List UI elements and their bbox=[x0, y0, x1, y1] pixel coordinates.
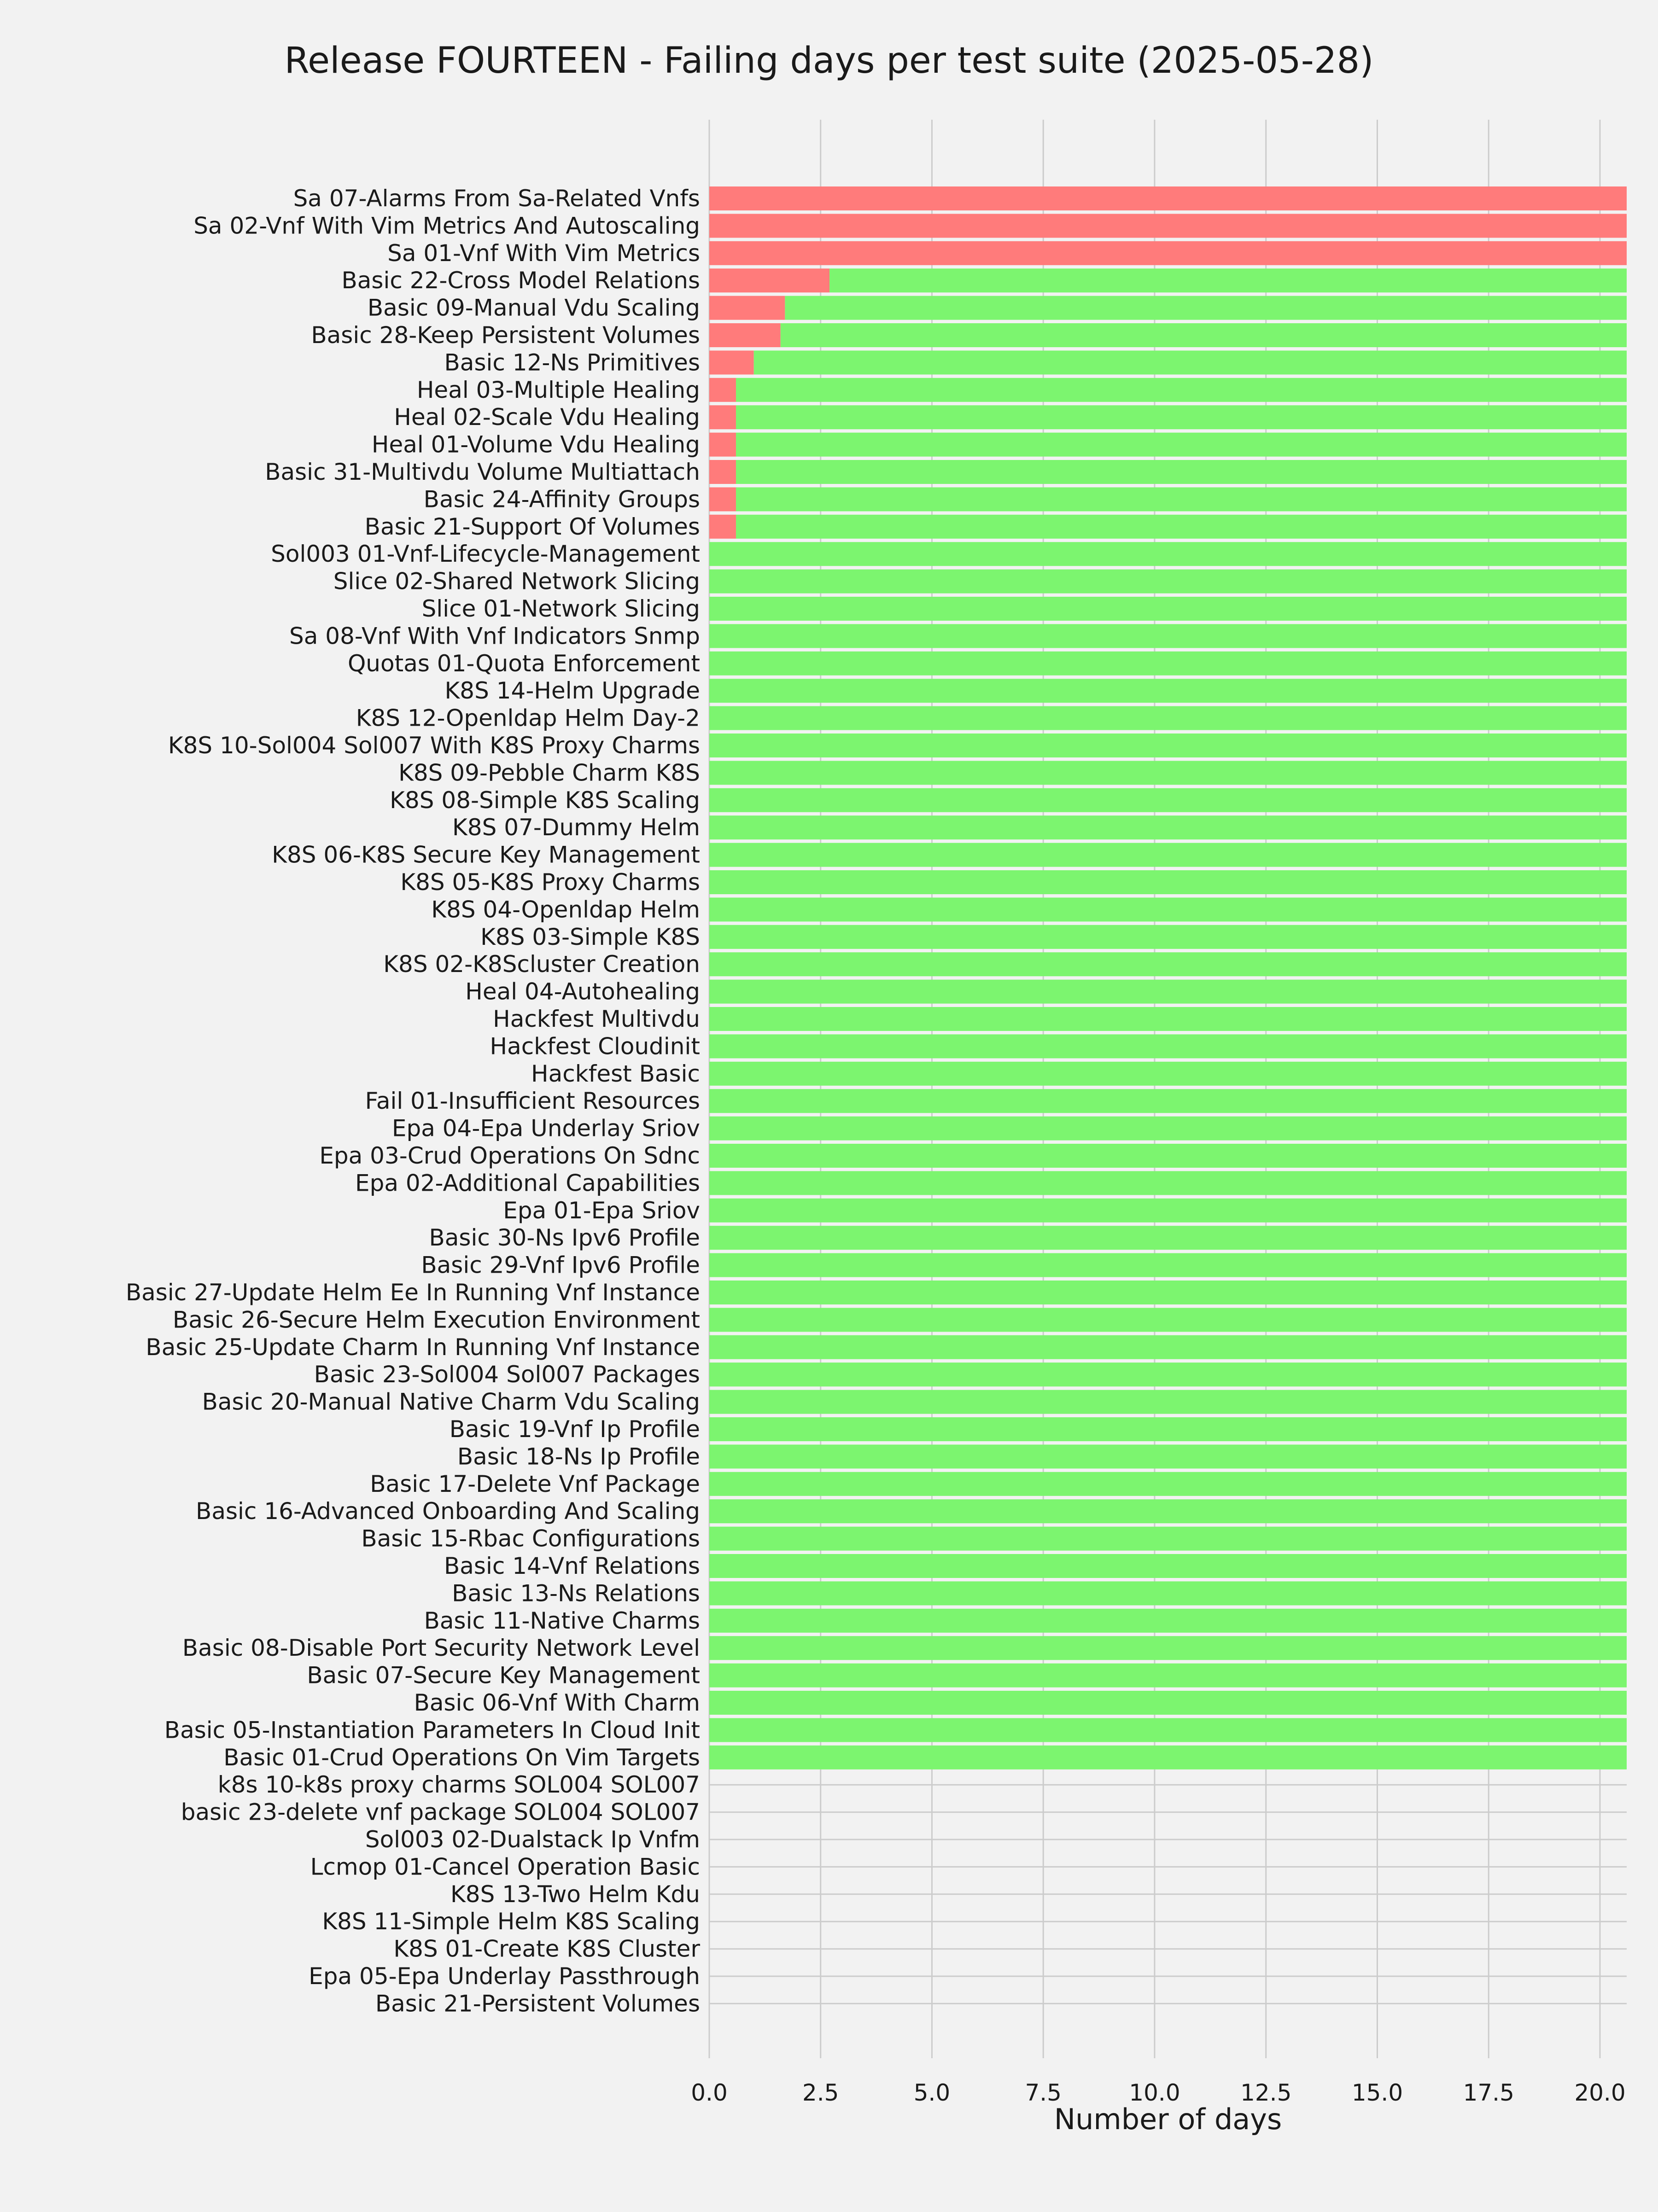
bar-pass bbox=[736, 515, 1627, 539]
y-tick-label: K8S 13-Two Helm Kdu bbox=[450, 1880, 700, 1908]
bar-pass bbox=[709, 870, 1627, 894]
x-tick-label: 15.0 bbox=[1351, 2079, 1403, 2106]
x-axis-label: Number of days bbox=[1054, 2102, 1282, 2136]
y-tick-label: K8S 01-Create K8S Cluster bbox=[393, 1935, 700, 1962]
bar-pass bbox=[709, 1281, 1627, 1304]
y-tick-label: Basic 06-Vnf With Charm bbox=[414, 1689, 700, 1716]
bar-pass bbox=[709, 624, 1627, 648]
bar-fail bbox=[709, 378, 736, 402]
bar-fail bbox=[709, 186, 1627, 210]
y-tick-label: Lcmop 01-Cancel Operation Basic bbox=[310, 1853, 700, 1880]
y-tick-label: Epa 05-Epa Underlay Passthrough bbox=[309, 1963, 700, 1990]
y-tick-label: Epa 01-Epa Sriov bbox=[503, 1197, 700, 1224]
bar-pass bbox=[709, 1664, 1627, 1688]
y-tick-label: Basic 25-Update Charm In Running Vnf Instance bbox=[146, 1333, 700, 1361]
y-tick-label: Basic 21-Support Of Volumes bbox=[364, 513, 700, 540]
bar-pass bbox=[709, 1117, 1627, 1141]
y-tick-label: Sol003 01-Vnf-Lifecycle-Management bbox=[271, 541, 700, 568]
bar-pass bbox=[709, 570, 1627, 594]
y-tick-label: Sa 08-Vnf With Vnf Indicators Snmp bbox=[289, 623, 700, 650]
bar-fail bbox=[709, 405, 736, 429]
x-tick-label: 17.5 bbox=[1463, 2079, 1514, 2106]
y-tick-label: Basic 11-Native Charms bbox=[424, 1607, 700, 1634]
y-tick-label: Epa 04-Epa Underlay Sriov bbox=[391, 1115, 700, 1142]
bar-pass bbox=[709, 1609, 1627, 1633]
y-tick-label: Heal 04-Autohealing bbox=[465, 978, 700, 1005]
bar-fail bbox=[709, 515, 736, 539]
bar-fail bbox=[709, 268, 829, 292]
y-tick-label: Basic 14-Vnf Relations bbox=[444, 1553, 700, 1579]
y-tick-label: Heal 01-Volume Vdu Healing bbox=[371, 431, 700, 458]
y-tick-label: Basic 18-Ns Ip Profile bbox=[457, 1443, 700, 1470]
bar-pass bbox=[736, 487, 1627, 511]
bar-pass bbox=[709, 733, 1627, 757]
bar-pass bbox=[709, 1062, 1627, 1086]
y-tick-label: Hackfest Cloudinit bbox=[490, 1033, 700, 1060]
y-tick-label: Hackfest Multivdu bbox=[493, 1006, 700, 1032]
bar-pass bbox=[709, 1691, 1627, 1715]
y-tick-label: Sa 07-Alarms From Sa-Related Vnfs bbox=[293, 185, 700, 212]
bar-pass bbox=[709, 1199, 1627, 1222]
y-tick-label: Basic 22-Cross Model Relations bbox=[341, 267, 700, 294]
bar-pass bbox=[709, 1253, 1627, 1277]
x-tick-label: 7.5 bbox=[1025, 2079, 1062, 2106]
bar-pass bbox=[709, 1144, 1627, 1168]
bar-pass bbox=[709, 679, 1627, 703]
y-tick-label: K8S 06-K8S Secure Key Management bbox=[272, 841, 700, 868]
y-tick-label: K8S 03-Simple K8S bbox=[480, 923, 700, 950]
y-tick-label: Slice 01-Network Slicing bbox=[421, 595, 700, 622]
bar-pass bbox=[709, 1472, 1627, 1496]
y-tick-label: Heal 03-Multiple Healing bbox=[416, 376, 700, 403]
y-tick-label: k8s 10-k8s proxy charms SOL004 SOL007 bbox=[217, 1771, 700, 1799]
bar-pass bbox=[709, 1362, 1627, 1386]
bar-pass bbox=[736, 460, 1627, 484]
y-tick-label: Basic 12-Ns Primitives bbox=[444, 349, 700, 376]
bar-fail bbox=[709, 296, 785, 320]
bar-pass bbox=[709, 1417, 1627, 1441]
y-tick-label: basic 23-delete vnf package SOL004 SOL007 bbox=[181, 1799, 700, 1826]
y-tick-label: K8S 05-K8S Proxy Charms bbox=[400, 869, 700, 896]
y-tick-label: Basic 09-Manual Vdu Scaling bbox=[367, 294, 700, 321]
y-tick-label: Hackfest Basic bbox=[531, 1060, 700, 1087]
y-tick-label: Epa 02-Additional Capabilities bbox=[355, 1170, 700, 1197]
bar-pass bbox=[709, 1335, 1627, 1359]
bar-pass bbox=[709, 843, 1627, 867]
bar-pass bbox=[709, 1390, 1627, 1414]
x-tick-label: 20.0 bbox=[1574, 2079, 1626, 2106]
y-tick-label: K8S 04-Openldap Helm bbox=[431, 896, 700, 923]
y-tick-label: Basic 07-Secure Key Management bbox=[307, 1662, 700, 1689]
bar-pass bbox=[754, 350, 1627, 374]
bar-fail bbox=[709, 460, 736, 484]
bar-pass bbox=[709, 925, 1627, 949]
y-tick-label: Basic 17-Delete Vnf Package bbox=[370, 1470, 700, 1497]
bar-pass bbox=[829, 268, 1627, 292]
bar-pass bbox=[736, 433, 1627, 457]
bar-pass bbox=[709, 1527, 1627, 1551]
y-tick-label: Basic 30-Ns Ipv6 Profile bbox=[429, 1224, 700, 1252]
bar-pass bbox=[709, 1089, 1627, 1113]
bar-pass bbox=[785, 296, 1627, 320]
y-tick-label: Basic 23-Sol004 Sol007 Packages bbox=[314, 1361, 700, 1388]
bar-fail bbox=[709, 241, 1627, 265]
y-tick-label: Basic 29-Vnf Ipv6 Profile bbox=[421, 1252, 700, 1279]
x-tick-label: 12.5 bbox=[1240, 2079, 1292, 2106]
bar-pass bbox=[709, 1581, 1627, 1605]
y-tick-label: Basic 13-Ns Relations bbox=[452, 1580, 700, 1607]
y-tick-label: Basic 27-Update Helm Ee In Running Vnf Instance bbox=[125, 1279, 700, 1306]
bar-pass bbox=[736, 405, 1627, 429]
y-tick-label: Epa 03-Crud Operations On Sdnc bbox=[319, 1142, 700, 1169]
bar-fail bbox=[709, 433, 736, 457]
y-tick-label: Basic 26-Secure Helm Execution Environment bbox=[172, 1306, 700, 1333]
bar-pass bbox=[709, 1007, 1627, 1031]
bar-pass bbox=[709, 952, 1627, 976]
bar-pass bbox=[709, 1718, 1627, 1742]
y-tick-label: Basic 15-Rbac Configurations bbox=[361, 1525, 700, 1552]
bar-pass bbox=[709, 1746, 1627, 1770]
bar-pass bbox=[781, 323, 1627, 347]
y-tick-label: K8S 11-Simple Helm K8S Scaling bbox=[322, 1908, 700, 1935]
y-tick-label: Fail 01-Insufficient Resources bbox=[365, 1088, 700, 1115]
y-tick-label: K8S 14-Helm Upgrade bbox=[444, 677, 700, 704]
y-tick-label: K8S 09-Pebble Charm K8S bbox=[398, 759, 700, 786]
y-tick-label: Basic 21-Persistent Volumes bbox=[375, 1990, 700, 2017]
x-tick-label: 10.0 bbox=[1129, 2079, 1180, 2106]
y-tick-label: Quotas 01-Quota Enforcement bbox=[347, 650, 700, 677]
y-tick-label: Basic 28-Keep Persistent Volumes bbox=[311, 322, 700, 349]
bar-pass bbox=[709, 1226, 1627, 1250]
y-tick-label: K8S 02-K8Scluster Creation bbox=[383, 951, 700, 978]
bar-pass bbox=[709, 1444, 1627, 1468]
bar-pass bbox=[709, 597, 1627, 621]
y-tick-label: Basic 08-Disable Port Security Network Level bbox=[182, 1635, 700, 1662]
y-tick-label: Sol003 02-Dualstack Ip Vnfm bbox=[365, 1826, 700, 1853]
bar-pass bbox=[709, 761, 1627, 785]
bar-pass bbox=[709, 1554, 1627, 1578]
y-tick-label: Basic 16-Advanced Onboarding And Scaling bbox=[196, 1498, 700, 1525]
bar-pass bbox=[709, 815, 1627, 839]
x-tick-label: 2.5 bbox=[802, 2079, 839, 2106]
y-tick-label: Sa 01-Vnf With Vim Metrics bbox=[387, 239, 700, 267]
y-tick-label: K8S 12-Openldap Helm Day-2 bbox=[356, 704, 700, 732]
bar-pass bbox=[709, 1308, 1627, 1332]
y-tick-label: Basic 20-Manual Native Charm Vdu Scaling bbox=[202, 1388, 700, 1415]
y-tick-label: Basic 19-Vnf Ip Profile bbox=[449, 1416, 700, 1443]
y-tick-label: Sa 02-Vnf With Vim Metrics And Autoscaling bbox=[193, 212, 700, 239]
y-tick-label: Basic 05-Instantiation Parameters In Cloud Init bbox=[164, 1717, 700, 1744]
bar-pass bbox=[709, 980, 1627, 1004]
bar-pass bbox=[709, 652, 1627, 675]
bar-fail bbox=[709, 214, 1627, 238]
y-tick-label: Basic 01-Crud Operations On Vim Targets bbox=[223, 1744, 700, 1771]
x-tick-label: 5.0 bbox=[913, 2079, 951, 2106]
bar-pass bbox=[736, 378, 1627, 402]
bar-fail bbox=[709, 350, 754, 374]
y-tick-label: Basic 24-Affinity Groups bbox=[423, 486, 700, 513]
bar-pass bbox=[709, 897, 1627, 921]
bar-fail bbox=[709, 487, 736, 511]
bar-pass bbox=[709, 1034, 1627, 1058]
y-tick-label: K8S 08-Simple K8S Scaling bbox=[390, 786, 700, 814]
bar-pass bbox=[709, 1171, 1627, 1195]
y-tick-label: Basic 31-Multivdu Volume Multiattach bbox=[265, 459, 700, 485]
bar-pass bbox=[709, 1636, 1627, 1660]
bar-pass bbox=[709, 1499, 1627, 1523]
bar-pass bbox=[709, 706, 1627, 730]
bar-pass bbox=[709, 542, 1627, 566]
y-tick-label: K8S 10-Sol004 Sol007 With K8S Proxy Charms bbox=[168, 732, 700, 759]
x-tick-label: 0.0 bbox=[691, 2079, 728, 2106]
bar-fail bbox=[709, 323, 781, 347]
chart-title: Release FOURTEEN - Failing days per test suite (2025-05-28) bbox=[284, 40, 1374, 81]
y-tick-label: K8S 07-Dummy Helm bbox=[452, 814, 700, 841]
bar-pass bbox=[709, 788, 1627, 812]
y-tick-label: Heal 02-Scale Vdu Healing bbox=[394, 404, 700, 431]
y-tick-label: Slice 02-Shared Network Slicing bbox=[333, 568, 700, 595]
